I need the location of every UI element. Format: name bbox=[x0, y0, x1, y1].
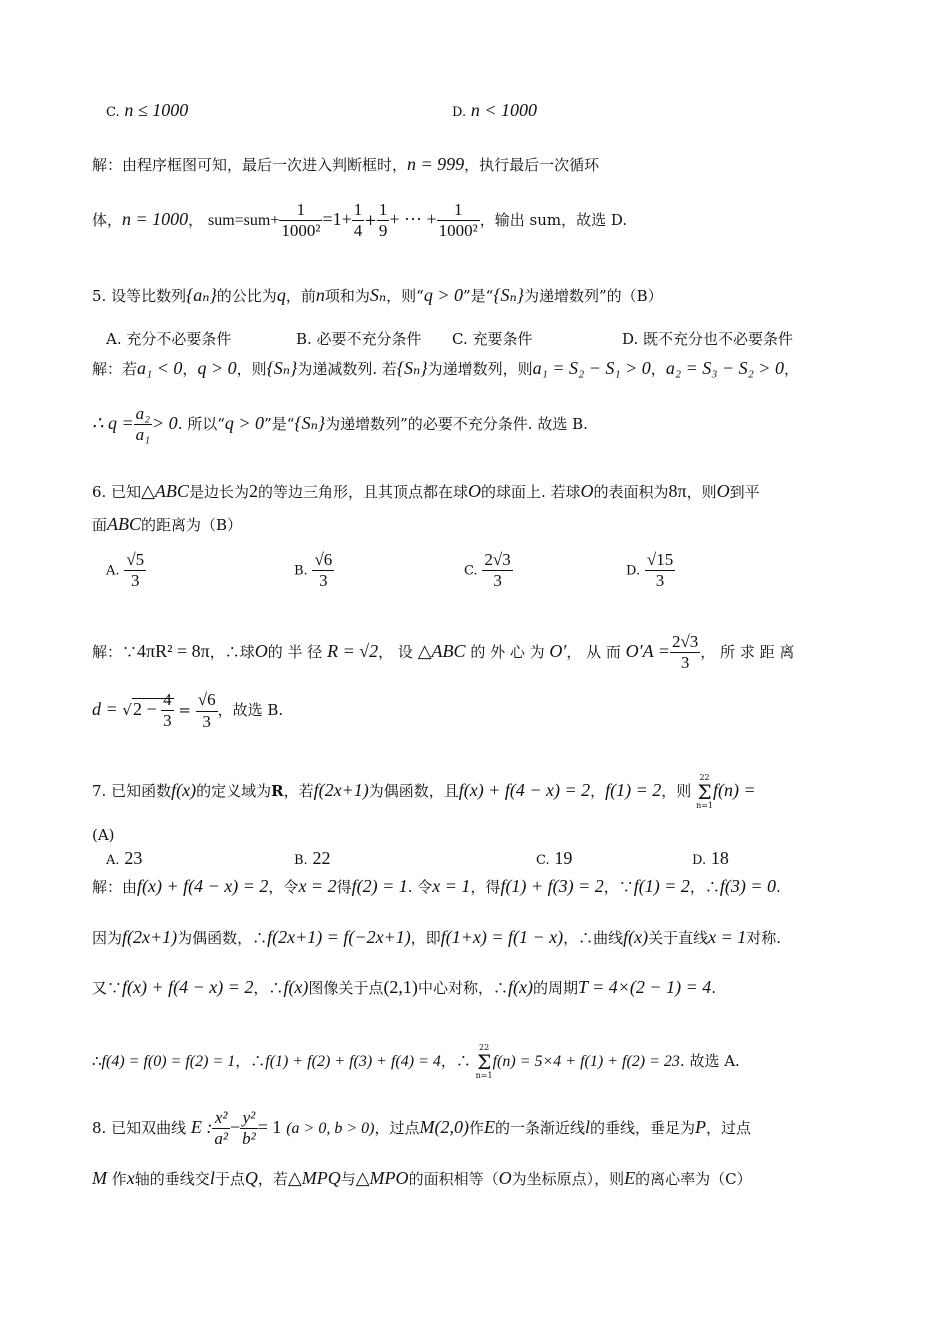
text: 体， bbox=[92, 210, 123, 229]
q4-solution-line-2: 体，n = 1000， sum=sum+ $\frac{1}{\text{1000²}}$ =1+ $\frac{1}{4}$ + $\frac{1}{9}$ + ··· + $\frac{1}{\text{1000²}}$ ，输出 sum，故选 D. bbox=[92, 200, 628, 241]
text: 轴的垂线交 bbox=[134, 1170, 210, 1188]
math: (2,1) bbox=[383, 977, 418, 997]
text: ，∴曲线 bbox=[563, 929, 624, 947]
math: f(x) + f(4 − x) = 2 bbox=[458, 780, 591, 800]
sqrt-radicand bbox=[132, 690, 174, 731]
text: ，若 bbox=[283, 782, 314, 800]
math: d = bbox=[92, 699, 118, 720]
sum-lower: n=1 bbox=[475, 1071, 493, 1080]
option-label: C. bbox=[464, 563, 478, 579]
q6-solution-line-2: d = √2 − $\frac{4}{3}$ = $\frac{√6}{3}$ ，故选 B. bbox=[92, 690, 284, 731]
text: 的 外 心 为 bbox=[470, 642, 545, 661]
text: 为递增数列，则 bbox=[427, 360, 533, 378]
text: 解：由程序框图可知，最后一次进入判断框时， bbox=[92, 156, 408, 174]
text: ， bbox=[650, 360, 666, 378]
q8-stem-line-1 bbox=[92, 1108, 751, 1150]
text: 对称. bbox=[746, 929, 782, 947]
text: ， 从 而 bbox=[566, 642, 621, 661]
numerator: y² bbox=[242, 1108, 256, 1127]
math: {Sₙ} bbox=[396, 358, 428, 378]
math: {Sₙ} bbox=[493, 285, 525, 305]
text: 为递减数列. 若 bbox=[297, 360, 397, 378]
q5-option-d: D. 既不充分也不必要条件 bbox=[622, 330, 794, 348]
q7-option-c bbox=[536, 848, 572, 869]
text: 解：由 bbox=[92, 878, 138, 896]
math: f(2) = 1 bbox=[351, 876, 408, 896]
numerator: x² bbox=[214, 1108, 228, 1127]
text: ，前 bbox=[285, 287, 316, 305]
math: l bbox=[584, 1116, 590, 1137]
sum-symbol: 22 Σ n=1 bbox=[696, 773, 714, 810]
text: 为递增数列”的必要不充分条件. 故选 B. bbox=[325, 414, 588, 433]
math: n = 999 bbox=[407, 154, 465, 174]
numerator: 4 bbox=[163, 690, 172, 709]
math: M bbox=[92, 1168, 107, 1188]
math: f(3) = 0 bbox=[719, 876, 777, 896]
math: f(1) = 2 bbox=[633, 876, 690, 896]
q6-option-a bbox=[106, 550, 146, 591]
denominator: b² bbox=[242, 1129, 256, 1149]
text: ， bbox=[182, 360, 198, 378]
math: a₁ = S₂ − S₁ > 0 bbox=[532, 358, 651, 378]
option-label: A. bbox=[106, 853, 120, 868]
math: M(2,0) bbox=[419, 1116, 469, 1137]
text: 6. 已知 bbox=[92, 483, 142, 501]
sum-upper: 22 bbox=[479, 1043, 490, 1052]
q7-option-d bbox=[692, 848, 729, 869]
text: . bbox=[711, 979, 716, 997]
text: 的表面积为 bbox=[593, 483, 669, 501]
math: R = √2 bbox=[327, 640, 379, 661]
text: ∴ bbox=[92, 1052, 102, 1070]
text: 解：∵ bbox=[92, 642, 138, 661]
math: x = 2 bbox=[298, 876, 337, 896]
text: 为坐标原点），则 bbox=[511, 1170, 625, 1188]
q7-option-a bbox=[106, 848, 142, 869]
text: ，过点 bbox=[374, 1118, 420, 1137]
math: 2 bbox=[248, 481, 258, 501]
q7-solution-line-2 bbox=[92, 927, 781, 949]
math: △ABC bbox=[141, 481, 189, 501]
math: E bbox=[483, 1116, 495, 1137]
fraction bbox=[196, 690, 218, 732]
text: 项和为 bbox=[324, 287, 370, 305]
math: ABC bbox=[107, 514, 142, 534]
math: l bbox=[209, 1168, 215, 1188]
q6-stem-line-2 bbox=[92, 514, 242, 536]
text: 的公比为 bbox=[216, 287, 277, 305]
q5-option-c: C. 充要条件 bbox=[452, 330, 533, 348]
option-math: n < 1000 bbox=[470, 100, 538, 120]
math: {Sₙ} bbox=[266, 358, 298, 378]
math: O′A = bbox=[625, 640, 670, 661]
math: {Sₙ} bbox=[294, 412, 326, 433]
text: 与 bbox=[340, 1170, 356, 1188]
text: ，∴ bbox=[253, 979, 284, 997]
q5-solution-line-2 bbox=[92, 404, 588, 446]
text: 解：若 bbox=[92, 360, 138, 378]
numerator: 2√3 bbox=[671, 632, 699, 651]
option-label: D. bbox=[452, 105, 467, 120]
math: q > 0 bbox=[224, 412, 265, 433]
math: f(2x+1) bbox=[313, 780, 369, 800]
option-label: A. bbox=[106, 563, 120, 579]
q5-option-a: A. 充分不必要条件 bbox=[106, 330, 232, 348]
text: 因为 bbox=[92, 929, 123, 947]
option-value: 22 bbox=[312, 848, 331, 868]
math: > 0 bbox=[152, 412, 178, 433]
fraction bbox=[161, 690, 174, 732]
math: n bbox=[315, 285, 325, 305]
math: f(1) + f(2) + f(3) + f(4) = 4 bbox=[265, 1053, 441, 1070]
fraction bbox=[212, 1108, 230, 1150]
q4-option-d bbox=[452, 100, 537, 121]
text: 8. 已知双曲线 bbox=[92, 1118, 187, 1137]
text: ，∴ bbox=[689, 878, 720, 896]
text: 的球面上. 若球 bbox=[480, 483, 581, 501]
numerator: √6 bbox=[314, 550, 333, 569]
numerator: √5 bbox=[126, 550, 145, 569]
math: O bbox=[716, 481, 730, 501]
math: sum=sum+ bbox=[207, 211, 280, 229]
q4-option-c bbox=[106, 100, 188, 121]
fraction bbox=[645, 550, 675, 591]
text: 为偶函数，且 bbox=[368, 782, 459, 800]
text: ，∴球 bbox=[209, 642, 255, 661]
q7-solution-line-4 bbox=[92, 1044, 740, 1080]
denominator: 3 bbox=[312, 570, 334, 591]
denominator: 3 bbox=[124, 570, 146, 591]
math: E bbox=[624, 1168, 636, 1188]
math: a₁ < 0 bbox=[137, 358, 183, 378]
q8-stem-line-2 bbox=[92, 1168, 752, 1190]
option-label: B. bbox=[294, 563, 308, 579]
text: 到平 bbox=[729, 483, 760, 501]
math: q bbox=[276, 285, 286, 305]
math: R bbox=[271, 782, 284, 800]
denominator: 3 bbox=[482, 570, 512, 591]
fraction: $\frac{1}{9}$ bbox=[378, 200, 388, 241]
math: 2 − bbox=[132, 699, 157, 720]
text: 的定义域为 bbox=[196, 782, 272, 800]
math: {aₙ} bbox=[186, 285, 217, 305]
text: ”是“ bbox=[462, 287, 494, 305]
text: 的垂线，垂足为 bbox=[589, 1118, 695, 1137]
text: 的周期 bbox=[532, 979, 578, 997]
sum-symbol: 22 Σ n=1 bbox=[475, 1043, 493, 1080]
math: T = 4×(2 − 1) = 4 bbox=[577, 977, 712, 997]
q7-option-b bbox=[294, 848, 330, 869]
numerator: 2√3 bbox=[484, 550, 511, 569]
q6-stem-line-1 bbox=[92, 481, 760, 503]
q7-solution-line-3 bbox=[92, 977, 716, 999]
text: ，即 bbox=[410, 929, 441, 947]
math: 4πR² = 8π bbox=[137, 640, 210, 661]
q4-solution-line-1 bbox=[92, 154, 599, 176]
math: a₂ = S₃ − S₂ > 0 bbox=[665, 358, 785, 378]
math: f(2x+1) = f(−2x+1) bbox=[267, 927, 411, 947]
math: f(x) + f(4 − x) = 2 bbox=[122, 977, 254, 997]
option-label: D. bbox=[626, 563, 641, 579]
option-label: D. bbox=[692, 853, 707, 868]
math: + ··· + bbox=[389, 208, 437, 229]
fraction bbox=[124, 550, 146, 591]
math: Sₙ bbox=[369, 285, 387, 305]
text: 图像关于点 bbox=[308, 979, 384, 997]
denominator: a² bbox=[214, 1129, 228, 1149]
option-label: B. bbox=[294, 853, 308, 868]
fraction: $\frac{1}{\text{1000²}}$ bbox=[281, 200, 321, 241]
text: ，执行最后一次循环 bbox=[464, 156, 600, 174]
text: 为递增数列”的（B） bbox=[524, 287, 663, 305]
option-label: C. bbox=[106, 105, 120, 120]
fraction bbox=[312, 550, 334, 591]
text: ， 设 bbox=[378, 642, 413, 661]
math: − bbox=[229, 1116, 241, 1137]
math: O bbox=[580, 481, 594, 501]
denominator: 3 bbox=[670, 652, 700, 673]
text: ， bbox=[188, 210, 204, 229]
text: 得 bbox=[336, 878, 352, 896]
text: 的等边三角形，且其顶点都在球 bbox=[257, 483, 468, 501]
math: △ABC bbox=[417, 640, 466, 661]
text: 的一条渐近线 bbox=[494, 1118, 585, 1137]
math: f(x) bbox=[171, 780, 197, 800]
math: f(2x+1) bbox=[122, 927, 178, 947]
math: △MPO bbox=[355, 1168, 409, 1188]
text: ，令 bbox=[268, 878, 299, 896]
denominator: 3 bbox=[645, 570, 675, 591]
text: 是边长为 bbox=[188, 483, 249, 501]
text: . 令 bbox=[407, 878, 433, 896]
math: q > 0 bbox=[197, 358, 237, 378]
option-value: 18 bbox=[710, 848, 729, 868]
text: ，故选 B. bbox=[217, 701, 284, 720]
text: ，则“ bbox=[386, 287, 424, 305]
q7-solution-line-1 bbox=[92, 876, 781, 898]
numerator: √6 bbox=[197, 690, 216, 710]
text: 的距离为（B） bbox=[141, 516, 243, 534]
text: ，输出 sum，故选 D. bbox=[479, 210, 628, 229]
math: x = 1 bbox=[432, 876, 471, 896]
option-math: n ≤ 1000 bbox=[124, 100, 189, 120]
text: 作 bbox=[111, 1170, 127, 1188]
math: x bbox=[126, 1168, 135, 1188]
math: f(x) bbox=[283, 977, 309, 997]
math: E : bbox=[190, 1116, 213, 1137]
text: ， bbox=[590, 782, 606, 800]
option-value: 23 bbox=[124, 848, 143, 868]
text: . 所以“ bbox=[177, 414, 225, 433]
text: 的 半 径 bbox=[267, 642, 323, 661]
text: 又∵ bbox=[92, 979, 123, 997]
text: ”是“ bbox=[264, 414, 295, 433]
text: ，得 bbox=[470, 878, 501, 896]
fraction bbox=[482, 550, 512, 591]
math: f(x) + f(4 − x) = 2 bbox=[137, 876, 269, 896]
math: f(x) bbox=[507, 977, 533, 997]
text: ，∴ bbox=[235, 1052, 266, 1070]
math: O′ bbox=[549, 640, 567, 661]
math: f(1) = 2 bbox=[605, 780, 662, 800]
text: 作 bbox=[468, 1118, 484, 1137]
fraction: $\frac{1}{\text{1000²}}$ bbox=[438, 200, 478, 241]
math: O bbox=[254, 640, 268, 661]
math: P bbox=[695, 1116, 706, 1137]
math: f(1+x) = f(1 − x) bbox=[440, 927, 564, 947]
math: q > 0 bbox=[423, 285, 463, 305]
text: ，∵ bbox=[603, 878, 634, 896]
text: ，则 bbox=[661, 782, 692, 800]
text: 面 bbox=[92, 516, 108, 534]
math: f(4) = f(0) = f(2) = 1 bbox=[101, 1053, 236, 1070]
q5-stem bbox=[92, 285, 663, 307]
q6-option-b bbox=[294, 550, 334, 591]
q5-option-b: B. 必要不充分条件 bbox=[296, 330, 422, 348]
text: ， 所 求 距 离 bbox=[700, 642, 795, 661]
math: = 1 bbox=[257, 1116, 282, 1137]
q7-answer: (A) bbox=[92, 826, 115, 844]
text: 5. 设等比数列 bbox=[92, 287, 187, 305]
numerator: √15 bbox=[646, 550, 674, 569]
math: △MPQ bbox=[287, 1168, 341, 1188]
math: n = 1000 bbox=[122, 208, 189, 229]
q7-stem bbox=[92, 774, 756, 810]
fraction bbox=[670, 632, 700, 674]
math: 8π bbox=[668, 481, 687, 501]
text: ，过点 bbox=[706, 1118, 752, 1137]
sum-lower: n=1 bbox=[696, 801, 714, 810]
text: 的面积相等（ bbox=[408, 1170, 499, 1188]
fraction: $\frac{\text{a₂}}{\text{a₁}}$ bbox=[135, 404, 151, 445]
q5-solution-line-1 bbox=[92, 358, 799, 380]
denominator: 3 bbox=[163, 711, 172, 731]
text: 关于直线 bbox=[648, 929, 709, 947]
fraction: $\frac{1}{4}$ bbox=[353, 200, 363, 241]
math: O bbox=[498, 1168, 512, 1188]
math: Q bbox=[244, 1168, 258, 1188]
text: . 故选 A. bbox=[679, 1052, 740, 1070]
fraction bbox=[240, 1108, 258, 1150]
math: O bbox=[467, 481, 481, 501]
math: =1+ bbox=[322, 208, 352, 229]
math: x = 1 bbox=[708, 927, 747, 947]
text: 7. 已知函数 bbox=[92, 782, 172, 800]
text: ，若 bbox=[257, 1170, 288, 1188]
math: (a > 0, b > 0) bbox=[286, 1119, 375, 1137]
q6-solution-line-1 bbox=[92, 632, 794, 674]
text: ，∴ bbox=[440, 1052, 471, 1070]
denominator: 3 bbox=[196, 711, 218, 732]
option-value: 19 bbox=[554, 848, 573, 868]
text: 于点 bbox=[214, 1170, 245, 1188]
text: 中心对称，∴ bbox=[417, 979, 508, 997]
math: f(n) = bbox=[713, 780, 756, 800]
text: 的离心率为（C） bbox=[635, 1170, 752, 1188]
text: ，则 bbox=[686, 483, 717, 501]
text: ， bbox=[784, 360, 800, 378]
math: f(1) + f(3) = 2 bbox=[500, 876, 604, 896]
option-label: C. bbox=[536, 853, 550, 868]
text: ，则 bbox=[236, 360, 267, 378]
math: f(x) bbox=[623, 927, 649, 947]
math: ∴ q = bbox=[92, 412, 134, 433]
text: . bbox=[776, 878, 781, 896]
q6-option-d bbox=[626, 550, 675, 591]
q6-option-c bbox=[464, 550, 513, 591]
math: f(n) = 5×4 + f(1) + f(2) = 23 bbox=[492, 1053, 680, 1070]
text: 为偶函数，∴ bbox=[177, 929, 268, 947]
sum-upper: 22 bbox=[699, 773, 710, 782]
